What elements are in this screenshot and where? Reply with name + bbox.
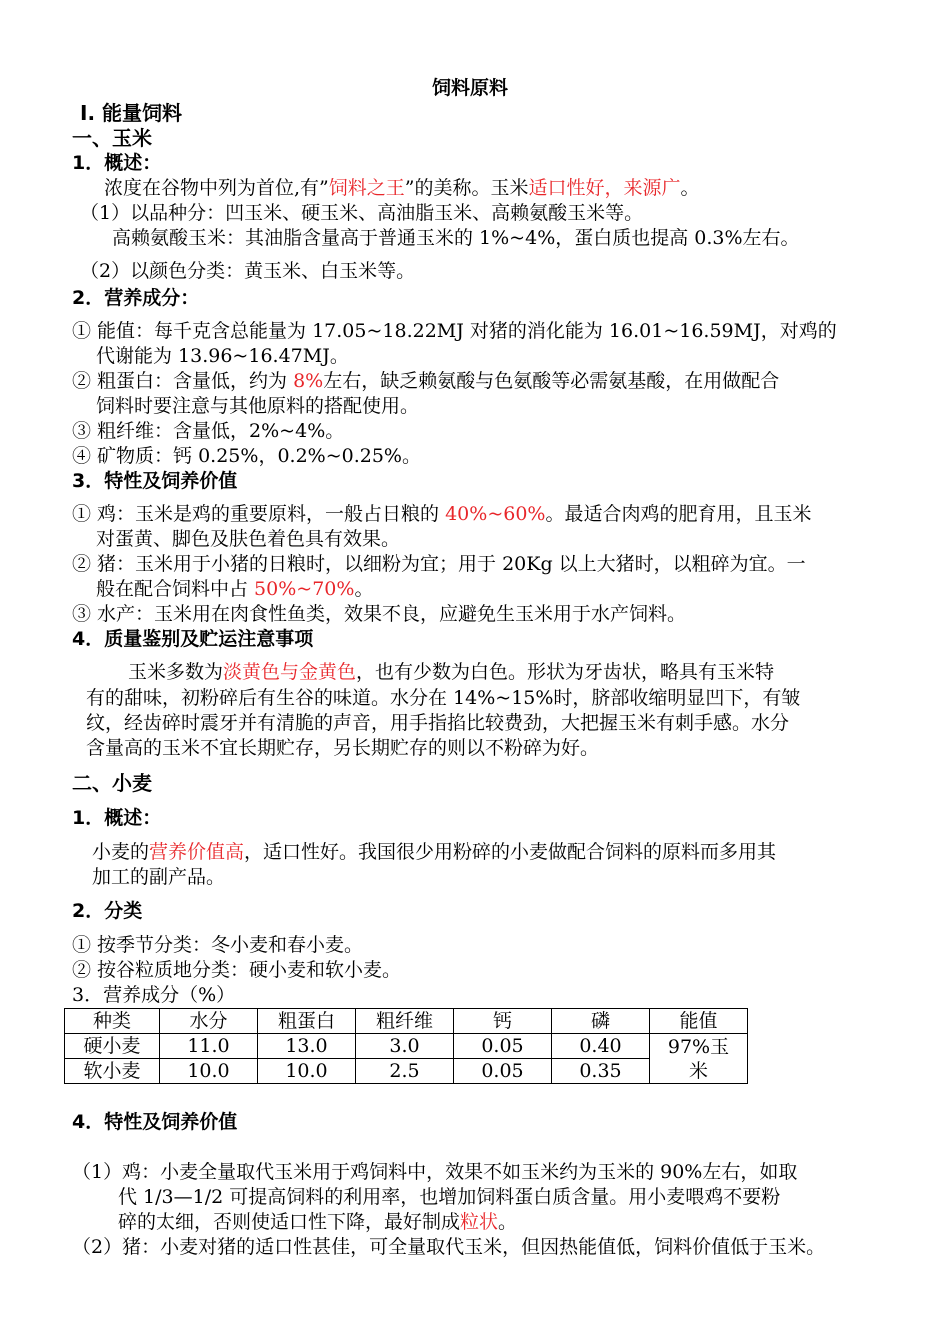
corn-protein-line2: 饲料时要注意与其他原料的搭配使用。 — [96, 395, 420, 417]
table-cell: 3.0 — [356, 1034, 454, 1059]
corn-nutrition-heading: 2．营养成分： — [72, 287, 200, 309]
wheat-class-texture: ② 按谷粒质地分类：硬小麦和软小麦。 — [72, 959, 402, 981]
table-cell: 13.0 — [258, 1034, 356, 1059]
wheat-nutrition-heading: 3．营养成分（%） — [72, 984, 236, 1006]
table-header: 粗蛋白 — [258, 1009, 356, 1034]
corn-color: （2）以颜色分类：黄玉米、白玉米等。 — [80, 260, 416, 282]
corn-intro: 浓度在谷物中列为首位,有”饲料之王”的美称。玉米适口性好，来源广。 — [104, 177, 700, 199]
table-cell: 10.0 — [258, 1059, 356, 1084]
corn-chicken-line1: ① 鸡：玉米是鸡的重要原料，一般占日粮的 40%~60%。最适合肉鸡的肥育用，且玉米 — [72, 503, 812, 525]
corn-fiber: ③ 粗纤维：含量低，2%~4%。 — [72, 420, 345, 442]
corn-heading: 一、玉米 — [72, 126, 152, 150]
wheat-pig: （2）猪：小麦对猪的适口性甚佳，可全量取代玉米，但因热能值低，饲料价值低于玉米。 — [72, 1236, 826, 1258]
part-heading: Ⅰ. 能量饲料 — [80, 101, 183, 125]
table-cell: 软小麦 — [65, 1059, 160, 1084]
corn-aqua: ③ 水产：玉米用在肉食性鱼类，效果不良，应避免生玉米用于水产饲料。 — [72, 603, 687, 625]
table-cell: 0.35 — [552, 1059, 650, 1084]
wheat-feature-heading: 4．特性及饲养价值 — [72, 1111, 238, 1133]
corn-energy-line1: ① 能值：每千克含总能量为 17.05~18.22MJ 对猪的消化能为 16.01~16.59MJ，对鸡的 — [72, 320, 837, 342]
corn-mineral: ④ 矿物质：钙 0.25%，0.2%~0.25%。 — [72, 445, 421, 467]
table-header: 钙 — [454, 1009, 552, 1034]
corn-variety: （1）以品种分：凹玉米、硬玉米、高油脂玉米、高赖氨酸玉米等。 — [80, 202, 644, 224]
table-header: 粗纤维 — [356, 1009, 454, 1034]
table-row — [65, 1034, 748, 1059]
wheat-class-heading: 2．分类 — [72, 900, 143, 922]
corn-feature-heading: 3．特性及饲养价值 — [72, 470, 238, 492]
wheat-chicken-line1: （1）鸡：小麦全量取代玉米用于鸡饲料中，效果不如玉米约为玉米的 90%左右，如取 — [72, 1161, 798, 1183]
table-header-row — [65, 1009, 748, 1034]
corn-quality-line3: 纹，经齿碎时震牙并有清脆的声音，用手指掐比较费劲，大把握玉米有刺手感。水分 — [86, 712, 790, 734]
corn-energy-line2: 代谢能为 13.96~16.47MJ。 — [96, 345, 349, 367]
table-cell: 0.05 — [454, 1059, 552, 1084]
corn-quality-line2: 有的甜味，初粉碎后有生谷的味道。水分在 14%~15%时，脐部收缩明显凹下，有皱 — [86, 687, 801, 709]
table-row — [65, 1059, 748, 1084]
wheat-intro-line2: 加工的副产品。 — [92, 866, 226, 888]
corn-chicken-line2: 对蛋黄、脚色及肤色着色具有效果。 — [96, 528, 401, 550]
table-cell-energy: 97%玉米 — [650, 1034, 748, 1084]
corn-quality-line4: 含量高的玉米不宜长期贮存，另长期贮存的则以不粉碎为好。 — [86, 737, 600, 759]
table-cell: 10.0 — [160, 1059, 258, 1084]
table-cell: 硬小麦 — [65, 1034, 160, 1059]
wheat-heading: 二、小麦 — [72, 771, 152, 795]
table-header: 种类 — [65, 1009, 160, 1034]
wheat-chicken-line2: 代 1/3—1/2 可提高饲料的利用率，也增加饲料蛋白质含量。用小麦喂鸡不要粉 — [118, 1186, 781, 1208]
table-cell: 0.40 — [552, 1034, 650, 1059]
wheat-chicken-line3: 碎的太细，否则使适口性下降，最好制成粒状。 — [118, 1211, 518, 1233]
corn-overview-heading: 1．概述： — [72, 152, 162, 174]
table-header: 能值 — [650, 1009, 748, 1034]
table-header: 磷 — [552, 1009, 650, 1034]
wheat-nutrition-table — [64, 1008, 748, 1084]
corn-quality-heading: 4．质量鉴别及贮运注意事项 — [72, 628, 314, 650]
table-cell: 0.05 — [454, 1034, 552, 1059]
corn-pig-line2: 般在配合饲料中占 50%~70%。 — [96, 578, 374, 600]
page-title: 饲料原料 — [432, 77, 509, 99]
corn-protein-line1: ② 粗蛋白：含量低，约为 8%左右，缺乏赖氨酸与色氨酸等必需氨基酸，在用做配合 — [72, 370, 780, 392]
table-cell: 11.0 — [160, 1034, 258, 1059]
wheat-intro-line1: 小麦的营养价值高，适口性好。我国很少用粉碎的小麦做配合饲料的原料而多用其 — [92, 841, 777, 863]
wheat-class-season: ① 按季节分类：冬小麦和春小麦。 — [72, 934, 364, 956]
table-header: 水分 — [160, 1009, 258, 1034]
corn-pig-line1: ② 猪：玉米用于小猪的日粮时，以细粉为宜；用于 20Kg 以上大猪时，以粗碎为宜。一 — [72, 553, 806, 575]
wheat-overview-heading: 1．概述： — [72, 807, 162, 829]
table-cell: 2.5 — [356, 1059, 454, 1084]
corn-lysine: 高赖氨酸玉米：其油脂含量高于普通玉米的 1%~4%，蛋白质也提高 0.3%左右。 — [112, 227, 800, 249]
corn-quality-line1: 玉米多数为淡黄色与金黄色，也有少数为白色。形状为牙齿状，略具有玉米特 — [128, 661, 775, 683]
